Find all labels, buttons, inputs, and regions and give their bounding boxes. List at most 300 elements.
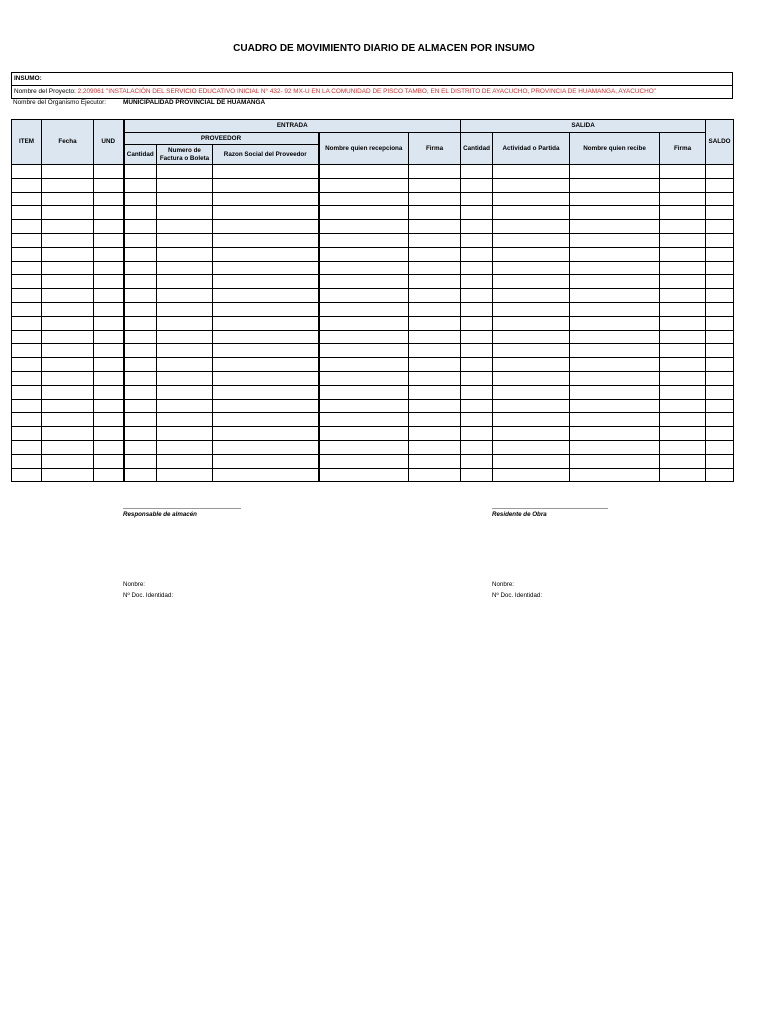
table-cell xyxy=(461,302,493,316)
table-cell xyxy=(570,206,660,220)
table-cell xyxy=(461,399,493,413)
table-cell xyxy=(461,247,493,261)
table-row xyxy=(12,261,734,275)
signature-label-right: Residente de Obra xyxy=(492,511,547,518)
table-row xyxy=(12,454,734,468)
table-cell xyxy=(570,220,660,234)
table-cell xyxy=(493,427,570,441)
table-cell xyxy=(493,371,570,385)
table-cell xyxy=(319,371,409,385)
table-cell xyxy=(42,206,94,220)
table-cell xyxy=(124,165,157,179)
table-cell xyxy=(12,371,42,385)
table-cell xyxy=(42,261,94,275)
table-cell xyxy=(94,165,124,179)
table-cell xyxy=(660,275,706,289)
table-cell xyxy=(42,233,94,247)
table-cell xyxy=(409,427,461,441)
table-cell xyxy=(319,220,409,234)
table-cell xyxy=(706,358,734,372)
table-cell xyxy=(42,358,94,372)
table-cell xyxy=(319,261,409,275)
header-entrada: ENTRADA xyxy=(124,120,461,133)
table-cell xyxy=(12,330,42,344)
table-cell xyxy=(660,330,706,344)
table-cell xyxy=(461,275,493,289)
executor-label: Nombre del Organismo Ejecutor: xyxy=(13,99,107,106)
table-cell xyxy=(409,385,461,399)
signature-line-left xyxy=(123,508,241,509)
table-cell xyxy=(493,440,570,454)
table-cell xyxy=(213,399,319,413)
table-cell xyxy=(94,427,124,441)
header-nombre-recepciona: Nombre quien recepciona xyxy=(319,133,409,165)
table-cell xyxy=(409,468,461,482)
header-numero-factura: Numero de Factura o Boleta xyxy=(157,145,213,165)
table-cell xyxy=(409,275,461,289)
table-cell xyxy=(493,233,570,247)
table-cell xyxy=(660,165,706,179)
table-cell xyxy=(213,206,319,220)
table-cell xyxy=(213,385,319,399)
table-cell xyxy=(493,302,570,316)
table-cell xyxy=(570,233,660,247)
table-row xyxy=(12,440,734,454)
table-row xyxy=(12,413,734,427)
table-cell xyxy=(660,206,706,220)
table-cell xyxy=(706,440,734,454)
table-cell xyxy=(124,371,157,385)
table-cell xyxy=(124,192,157,206)
table-cell xyxy=(660,468,706,482)
table-cell xyxy=(94,454,124,468)
table-cell xyxy=(12,178,42,192)
table-cell xyxy=(461,344,493,358)
table-row xyxy=(12,468,734,482)
signature-label-left: Responsable de almacén xyxy=(123,511,197,518)
table-cell xyxy=(461,371,493,385)
table-cell xyxy=(461,413,493,427)
table-cell xyxy=(461,192,493,206)
header-saldo: SALDO xyxy=(706,120,734,165)
table-row xyxy=(12,247,734,261)
table-cell xyxy=(319,413,409,427)
table-cell xyxy=(12,385,42,399)
table-cell xyxy=(213,427,319,441)
table-cell xyxy=(213,344,319,358)
table-cell xyxy=(706,330,734,344)
table-cell xyxy=(409,440,461,454)
table-cell xyxy=(660,399,706,413)
table-cell xyxy=(213,454,319,468)
table-cell xyxy=(42,192,94,206)
table-cell xyxy=(493,468,570,482)
table-cell xyxy=(42,220,94,234)
page-title: CUADRO DE MOVIMIENTO DIARIO DE ALMACEN POR INSUMO xyxy=(233,43,535,54)
table-cell xyxy=(124,454,157,468)
table-cell xyxy=(42,385,94,399)
table-cell xyxy=(157,233,213,247)
table-cell xyxy=(124,220,157,234)
table-cell xyxy=(157,275,213,289)
table-row xyxy=(12,275,734,289)
table-cell xyxy=(213,468,319,482)
table-cell xyxy=(570,440,660,454)
table-cell xyxy=(461,316,493,330)
table-cell xyxy=(706,275,734,289)
table-cell xyxy=(570,302,660,316)
table-cell xyxy=(660,302,706,316)
table-cell xyxy=(213,440,319,454)
table-cell xyxy=(124,178,157,192)
table-cell xyxy=(42,454,94,468)
table-cell xyxy=(409,358,461,372)
table-cell xyxy=(12,427,42,441)
table-cell xyxy=(461,165,493,179)
table-cell xyxy=(157,247,213,261)
table-cell xyxy=(94,371,124,385)
table-cell xyxy=(409,344,461,358)
table-cell xyxy=(461,440,493,454)
table-cell xyxy=(157,427,213,441)
left-nombre-label: Nonbre: xyxy=(123,581,146,588)
table-cell xyxy=(706,385,734,399)
table-cell xyxy=(319,316,409,330)
table-cell xyxy=(570,468,660,482)
table-cell xyxy=(94,261,124,275)
table-cell xyxy=(42,165,94,179)
table-cell xyxy=(493,358,570,372)
table-cell xyxy=(94,468,124,482)
insumo-label: INSUMO: xyxy=(14,75,42,82)
header-proveedor: PROVEEDOR xyxy=(124,133,319,145)
table-cell xyxy=(157,289,213,303)
table-cell xyxy=(319,192,409,206)
table-cell xyxy=(319,289,409,303)
table-cell xyxy=(94,358,124,372)
table-cell xyxy=(124,302,157,316)
executor-row xyxy=(13,99,266,106)
table-cell xyxy=(42,316,94,330)
table-cell xyxy=(94,413,124,427)
table-row xyxy=(12,330,734,344)
table-cell xyxy=(706,371,734,385)
table-row xyxy=(12,165,734,179)
header-salida: SALIDA xyxy=(461,120,706,133)
table-cell xyxy=(94,316,124,330)
table-cell xyxy=(570,358,660,372)
table-cell xyxy=(42,302,94,316)
table-cell xyxy=(493,275,570,289)
header-nombre-recibe: Nombre quien recibe xyxy=(570,133,660,165)
table-cell xyxy=(94,233,124,247)
table-cell xyxy=(319,302,409,316)
table-cell xyxy=(213,275,319,289)
table-cell xyxy=(409,316,461,330)
table-cell xyxy=(660,371,706,385)
table-cell xyxy=(42,275,94,289)
table-cell xyxy=(409,454,461,468)
header-cantidad-salida: Cantidad xyxy=(461,133,493,165)
table-cell xyxy=(94,247,124,261)
table-cell xyxy=(660,220,706,234)
table-cell xyxy=(409,165,461,179)
table-cell xyxy=(42,344,94,358)
table-cell xyxy=(570,289,660,303)
table-cell xyxy=(319,440,409,454)
table-cell xyxy=(570,413,660,427)
table-cell xyxy=(706,165,734,179)
table-row xyxy=(12,302,734,316)
table-cell xyxy=(461,206,493,220)
table-cell xyxy=(660,192,706,206)
signature-line-right xyxy=(492,508,608,509)
table-cell xyxy=(409,192,461,206)
table-cell xyxy=(12,316,42,330)
table-cell xyxy=(461,261,493,275)
table-cell xyxy=(461,220,493,234)
table-cell xyxy=(213,289,319,303)
table-cell xyxy=(461,454,493,468)
table-cell xyxy=(570,178,660,192)
table-cell xyxy=(409,413,461,427)
table-cell xyxy=(42,178,94,192)
table-cell xyxy=(570,399,660,413)
table-cell xyxy=(124,247,157,261)
table-cell xyxy=(319,330,409,344)
table-cell xyxy=(660,261,706,275)
header-firma-salida: Firma xyxy=(660,133,706,165)
table-cell xyxy=(94,275,124,289)
table-row xyxy=(12,178,734,192)
table-cell xyxy=(124,206,157,220)
table-cell xyxy=(12,440,42,454)
table-cell xyxy=(94,206,124,220)
table-cell xyxy=(42,371,94,385)
table-cell xyxy=(42,413,94,427)
table-cell xyxy=(213,330,319,344)
table-cell xyxy=(493,192,570,206)
table-cell xyxy=(124,385,157,399)
table-cell xyxy=(157,358,213,372)
header-item: ITEM xyxy=(12,120,42,165)
table-cell xyxy=(706,427,734,441)
table-cell xyxy=(493,413,570,427)
table-cell xyxy=(660,427,706,441)
table-cell xyxy=(42,427,94,441)
table-row xyxy=(12,233,734,247)
table-cell xyxy=(493,178,570,192)
table-cell xyxy=(493,399,570,413)
table-cell xyxy=(213,233,319,247)
table-cell xyxy=(461,330,493,344)
table-cell xyxy=(124,399,157,413)
table-cell xyxy=(94,399,124,413)
table-cell xyxy=(706,413,734,427)
table-cell xyxy=(706,316,734,330)
table-cell xyxy=(493,385,570,399)
table-cell xyxy=(213,220,319,234)
table-cell xyxy=(570,192,660,206)
table-cell xyxy=(12,206,42,220)
table-cell xyxy=(493,330,570,344)
table-cell xyxy=(493,165,570,179)
table-cell xyxy=(319,468,409,482)
table-cell xyxy=(157,261,213,275)
table-cell xyxy=(319,427,409,441)
table-cell xyxy=(461,427,493,441)
table-cell xyxy=(461,233,493,247)
table-cell xyxy=(319,206,409,220)
table-cell xyxy=(461,178,493,192)
table-cell xyxy=(124,427,157,441)
table-cell xyxy=(42,440,94,454)
table-cell xyxy=(12,233,42,247)
table-row xyxy=(12,316,734,330)
table-cell xyxy=(660,358,706,372)
table-cell xyxy=(660,289,706,303)
table-cell xyxy=(42,289,94,303)
table-row xyxy=(12,289,734,303)
table-cell xyxy=(12,289,42,303)
header-fecha: Fecha xyxy=(42,120,94,165)
table-cell xyxy=(157,399,213,413)
table-cell xyxy=(409,206,461,220)
table-cell xyxy=(94,330,124,344)
table-cell xyxy=(493,316,570,330)
table-cell xyxy=(461,358,493,372)
table-cell xyxy=(157,344,213,358)
table-cell xyxy=(319,275,409,289)
table-cell xyxy=(319,247,409,261)
right-doc-label: Nº Doc. Identidad: xyxy=(492,592,543,599)
table-cell xyxy=(570,316,660,330)
header-actividad: Actividad o Partida xyxy=(493,133,570,165)
table-cell xyxy=(706,178,734,192)
table-cell xyxy=(660,247,706,261)
table-cell xyxy=(12,468,42,482)
table-cell xyxy=(319,344,409,358)
table-cell xyxy=(124,468,157,482)
table-cell xyxy=(570,385,660,399)
table-cell xyxy=(660,344,706,358)
table-cell xyxy=(157,413,213,427)
table-row xyxy=(12,344,734,358)
table-cell xyxy=(461,385,493,399)
table-row xyxy=(12,358,734,372)
table-cell xyxy=(94,344,124,358)
table-cell xyxy=(660,316,706,330)
table-cell xyxy=(213,413,319,427)
table-cell xyxy=(157,302,213,316)
table-cell xyxy=(706,289,734,303)
table-cell xyxy=(570,165,660,179)
table-cell xyxy=(94,302,124,316)
table-cell xyxy=(493,454,570,468)
table-cell xyxy=(461,468,493,482)
table-cell xyxy=(570,344,660,358)
table-cell xyxy=(409,371,461,385)
table-cell xyxy=(124,440,157,454)
table-cell xyxy=(706,302,734,316)
project-value: 2.209061 "INSTALACIÓN DEL SERVICIO EDUCATIVO INICIAL N° 432- 92 MX-U EN LA COMUNIDAD DE PISCO TAMBO, EN EL DISTRITO DE AYACUCHO, PROVINCIA DE HUAMANGA, AYACUCHO" xyxy=(77,88,656,95)
table-cell xyxy=(706,247,734,261)
table-cell xyxy=(570,275,660,289)
table-cell xyxy=(706,344,734,358)
project-info-box xyxy=(11,72,733,99)
executor-value: MUNICIPALIDAD PROVINCIAL DE HUAMANGA xyxy=(123,99,266,106)
table-cell xyxy=(706,261,734,275)
table-cell xyxy=(157,330,213,344)
table-cell xyxy=(157,192,213,206)
table-cell xyxy=(157,165,213,179)
table-cell xyxy=(157,178,213,192)
table-cell xyxy=(157,220,213,234)
table-cell xyxy=(409,289,461,303)
table-cell xyxy=(570,454,660,468)
project-label: Nombre del Proyecto: xyxy=(14,88,76,95)
table-cell xyxy=(12,275,42,289)
table-cell xyxy=(12,165,42,179)
table-cell xyxy=(660,413,706,427)
table-cell xyxy=(409,220,461,234)
table-cell xyxy=(213,302,319,316)
table-row xyxy=(12,206,734,220)
movement-table xyxy=(11,119,734,482)
table-cell xyxy=(213,247,319,261)
table-row xyxy=(12,399,734,413)
table-cell xyxy=(493,206,570,220)
table-cell xyxy=(94,178,124,192)
table-cell xyxy=(124,289,157,303)
table-cell xyxy=(409,302,461,316)
table-cell xyxy=(706,454,734,468)
table-cell xyxy=(157,206,213,220)
project-row xyxy=(12,85,732,98)
table-cell xyxy=(124,413,157,427)
table-cell xyxy=(42,247,94,261)
table-cell xyxy=(461,289,493,303)
table-cell xyxy=(493,261,570,275)
table-cell xyxy=(706,399,734,413)
table-cell xyxy=(319,454,409,468)
table-cell xyxy=(42,330,94,344)
table-cell xyxy=(12,192,42,206)
table-cell xyxy=(493,220,570,234)
table-cell xyxy=(12,454,42,468)
table-row xyxy=(12,385,734,399)
table-cell xyxy=(94,192,124,206)
table-cell xyxy=(706,206,734,220)
right-nombre-label: Nonbre: xyxy=(492,581,515,588)
table-cell xyxy=(409,178,461,192)
table-cell xyxy=(42,399,94,413)
left-doc-label: Nº Doc. Identidad: xyxy=(123,592,174,599)
table-cell xyxy=(570,330,660,344)
table-cell xyxy=(157,468,213,482)
table-cell xyxy=(12,261,42,275)
table-cell xyxy=(124,358,157,372)
table-cell xyxy=(570,371,660,385)
table-cell xyxy=(157,454,213,468)
table-cell xyxy=(94,220,124,234)
table-cell xyxy=(12,247,42,261)
table-row xyxy=(12,427,734,441)
table-cell xyxy=(94,289,124,303)
table-cell xyxy=(157,316,213,330)
table-cell xyxy=(493,289,570,303)
table-cell xyxy=(124,233,157,247)
